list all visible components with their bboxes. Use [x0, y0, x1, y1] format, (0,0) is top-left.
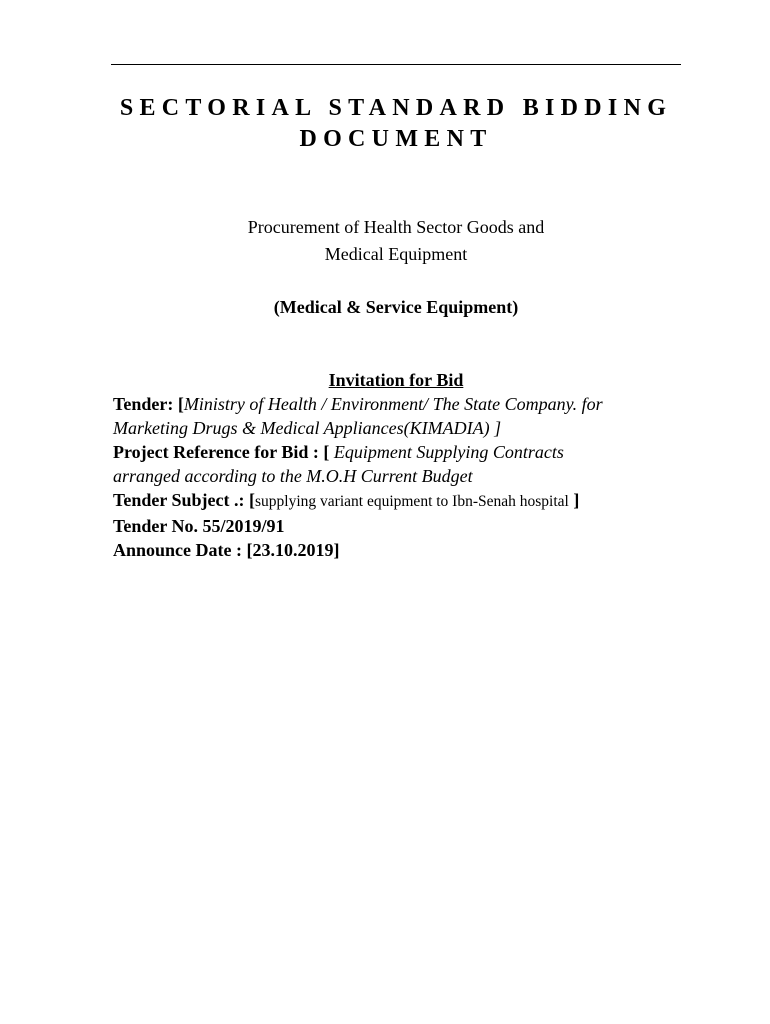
tender-line-1	[113, 392, 693, 416]
document-subtitle	[111, 214, 681, 268]
subject-value: supplying variant equipment to Ibn-Senah hospital	[255, 493, 569, 510]
project-value-line-2: arranged according to the M.O.H Current Budget	[113, 466, 473, 486]
subtitle-line-2: Medical Equipment	[324, 244, 468, 264]
invitation-heading: Invitation for Bid	[328, 370, 464, 390]
project-label: Project Reference for Bid : [	[113, 442, 330, 462]
subject-label: Tender Subject .: [	[113, 490, 256, 510]
document-title-line-1: SECTORIAL STANDARD BIDDING	[119, 95, 673, 121]
tender-label: Tender: [	[113, 394, 184, 414]
equipment-category: (Medical & Service Equipment)	[273, 297, 519, 317]
tender-value-line-1: Ministry of Health / Environment/ The State Company. for	[183, 394, 603, 414]
document-title	[111, 93, 681, 155]
tender-value-line-2: Marketing Drugs & Medical Appliances(KIMADIA) ]	[113, 418, 502, 438]
invitation-details	[113, 392, 693, 562]
subtitle-line-1: Procurement of Health Sector Goods and	[247, 217, 545, 237]
tender-number: Tender No. 55/2019/91	[113, 516, 285, 536]
subject-line	[113, 488, 693, 514]
project-value-line-1: Equipment Supplying Contracts	[329, 442, 564, 462]
announce-date: Announce Date : [23.10.2019]	[113, 540, 340, 560]
document-title-line-2: DOCUMENT	[299, 126, 493, 152]
subject-close: ]	[568, 490, 580, 510]
top-rule	[111, 64, 681, 65]
project-line-1	[113, 440, 693, 464]
